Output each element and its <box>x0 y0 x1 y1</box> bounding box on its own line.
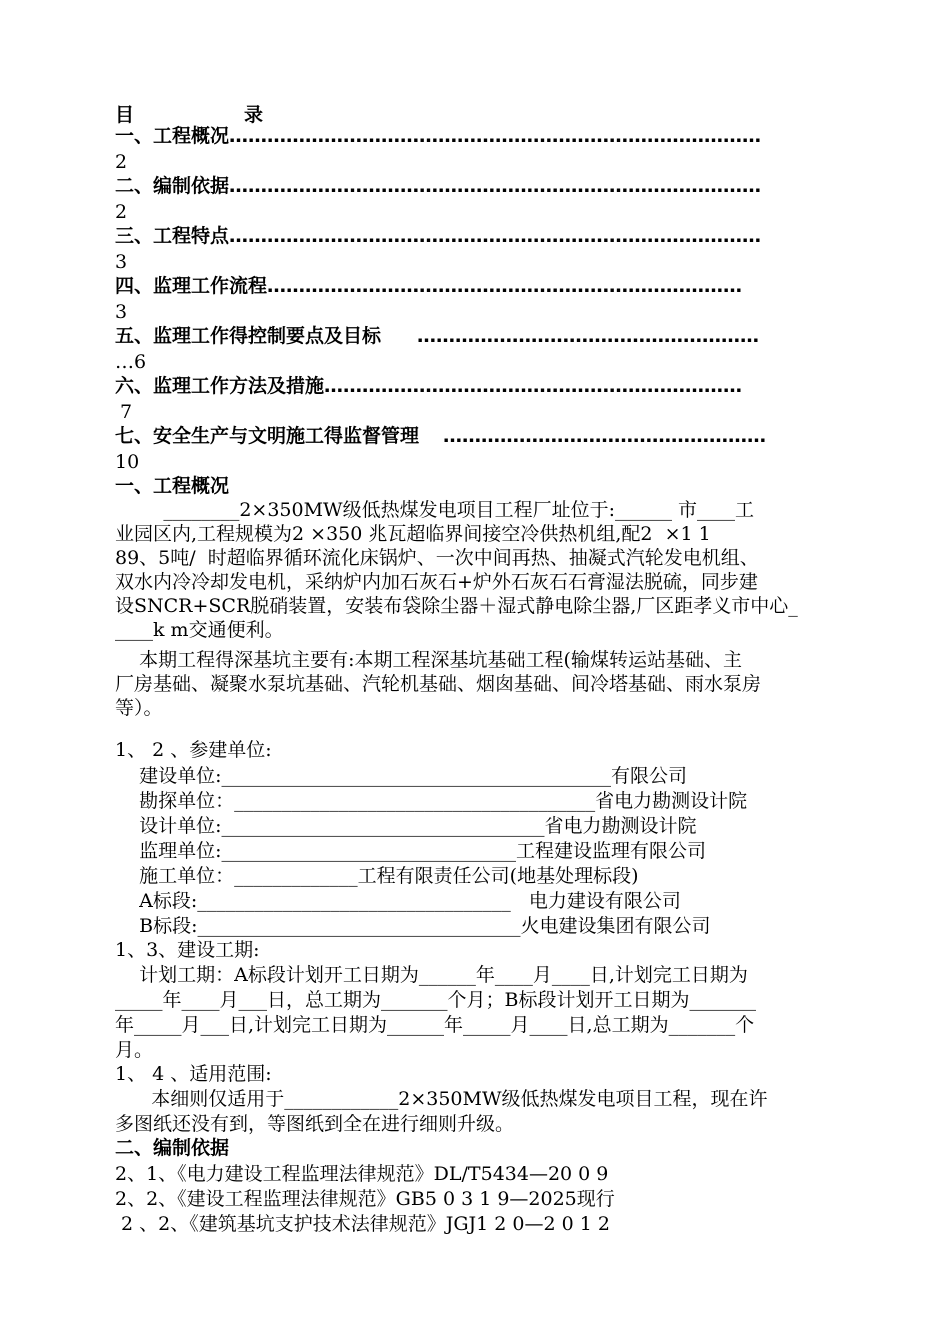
unit-line: 监理单位:_______________________________工程建设监理有限公司 <box>115 840 707 862</box>
paragraph-line: 本细则仅适用于____________2×350MW级低热煤发电项目工程，现在许 <box>115 1088 768 1110</box>
toc-entry[interactable] <box>115 324 883 348</box>
toc-entry-page: 2 <box>115 201 128 223</box>
toc-entry-label: 六、监理工作方法及措施 <box>115 375 325 397</box>
paragraph-line: 业园区内,工程规模为2 ×350 兆瓦超临界间接空冷供热机组,配2 ×1 1 <box>115 523 711 545</box>
section-heading: 一、工程概况 <box>115 475 230 497</box>
toc-title <box>115 100 263 127</box>
toc-title-char-2: 录 <box>244 104 264 126</box>
unit-line: 勘探单位：______________________________________省电力勘测设计院 <box>115 790 748 812</box>
unit-line: 设计单位:__________________________________省电力勘测设计院 <box>115 815 697 837</box>
unit-line: 建设单位:_________________________________________有限公司 <box>115 765 688 787</box>
toc-entry-label: 三、工程特点 <box>115 225 230 247</box>
toc-leader-dots: ………………………………………………………………………… <box>229 175 762 197</box>
toc-entry[interactable] <box>115 174 883 198</box>
paragraph-line: 厂房基础、凝聚水泵坑基础、汽轮机基础、烟囱基础、间冷塔基础、雨水泵房 <box>115 673 762 695</box>
toc-leader-dots: ………………………………………………………………… <box>267 275 743 297</box>
toc-leader-dots: …………………………………………… <box>443 425 767 447</box>
toc-leader-dots: ……………………………………………… <box>417 325 760 347</box>
reference-line: 2 、2、《建筑基坑支护技术法律规范》JGJ1 2 0—2 0 1 2 <box>115 1213 610 1235</box>
paragraph-line: _____年____月___日，总工期为_______个月；B标段计划开工日期为_______ <box>115 989 756 1011</box>
subsection-heading: 1、 4 、适用范围: <box>115 1063 272 1085</box>
toc-entry[interactable] <box>115 124 883 148</box>
toc-entry-label: 五、监理工作得控制要点及目标 <box>115 325 382 347</box>
subsection-heading: 1、 2 、参建单位: <box>115 739 272 761</box>
toc-title-char-1: 目 <box>115 104 135 126</box>
paragraph-line: 月。 <box>115 1039 154 1061</box>
toc-entry[interactable] <box>115 424 883 448</box>
toc-entry[interactable] <box>115 374 883 398</box>
toc-entry-label: 二、编制依据 <box>115 175 230 197</box>
toc-entry-page: …6 <box>115 351 147 373</box>
unit-line: 施工单位：_____________工程有限责任公司(地基处理标段) <box>115 865 639 887</box>
paragraph-line: 多图纸还没有到，等图纸到全在进行细则升级。 <box>115 1113 515 1135</box>
paragraph-line: 计划工期：A标段计划开工日期为______年____月____日,计划完工日期为 <box>115 964 748 986</box>
toc-entry[interactable] <box>115 224 883 248</box>
paragraph-line: ________2×350MW级低热煤发电项目工程厂址位于:______ 市____工 <box>115 499 755 521</box>
toc-entry-page: 10 <box>115 451 140 473</box>
toc-entry-page: 3 <box>115 251 128 273</box>
paragraph-line: 设SNCR+SCR脱硝装置，安装布袋除尘器＋湿式静电除尘器,厂区距孝义市中心_ <box>115 595 798 617</box>
unit-line: A标段:_________________________________ 电力建设有限公司 <box>115 890 681 912</box>
unit-line: B标段:__________________________________火电建设集团有限公司 <box>115 915 711 937</box>
toc-entry-page: 2 <box>115 151 128 173</box>
reference-line: 2、1、《电力建设工程监理法律规范》DL/T5434—20 0 9 <box>115 1163 609 1185</box>
reference-line: 2、2、《建设工程监理法律规范》GB5 0 3 1 9—2025现行 <box>115 1188 615 1210</box>
toc-entry-label: 七、安全生产与文明施工得监督管理 <box>115 425 420 447</box>
section-heading: 二、编制依据 <box>115 1137 230 1159</box>
toc-leader-dots: ………………………………………………………………………… <box>229 225 762 247</box>
paragraph-line: 89、5吨/ 时超临界循环流化床锅炉、一次中间再热、抽凝式汽轮发电机组、 <box>115 547 759 569</box>
toc-entry-page: 7 <box>120 401 133 423</box>
subsection-heading: 1、3、建设工期: <box>115 939 260 961</box>
toc-leader-dots: ………………………………………………………… <box>324 375 743 397</box>
paragraph-line: ____k m交通便利。 <box>115 619 284 641</box>
paragraph-line: 本期工程得深基坑主要有:本期工程深基坑基础工程(输煤转运站基础、主 <box>115 649 742 671</box>
toc-entry[interactable] <box>115 274 883 298</box>
paragraph-line: 双水内冷冷却发电机，采纳炉内加石灰石+炉外石灰石石膏湿法脱硫，同步建 <box>115 571 758 593</box>
paragraph-line: 等）。 <box>115 697 163 719</box>
toc-entry-label: 四、监理工作流程 <box>115 275 268 297</box>
toc-entry-page: 3 <box>115 301 128 323</box>
toc-entry-label: 一、工程概况 <box>115 125 230 147</box>
paragraph-line: 年_____月___日,计划完工日期为______年_____月____日,总工期为_______个 <box>115 1014 755 1036</box>
toc-leader-dots: ………………………………………………………………………… <box>229 125 762 147</box>
